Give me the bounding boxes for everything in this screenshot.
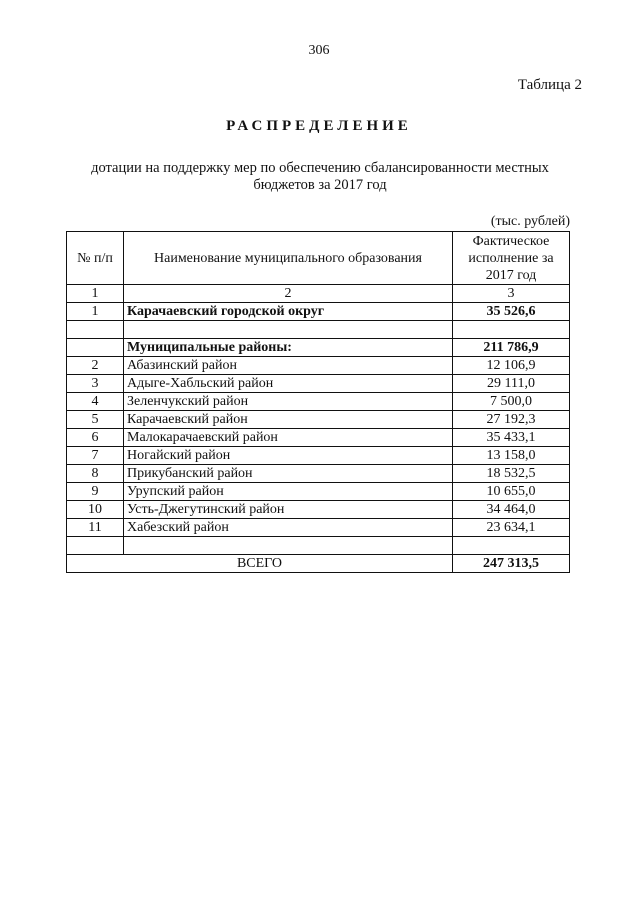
table-row-empty (67, 321, 570, 339)
row-value: 7 500,0 (453, 393, 570, 411)
row-value: 34 464,0 (453, 501, 570, 519)
index-value: 3 (453, 285, 570, 303)
page-number: 306 (308, 43, 330, 58)
row-num: 7 (67, 447, 124, 465)
table-row-empty (67, 537, 570, 555)
city-name: Карачаевский городской округ (124, 303, 453, 321)
row-name: Прикубанский район (124, 465, 453, 483)
header-num: № п/п (67, 232, 124, 285)
units-label: (тыс. рублей) (490, 214, 570, 229)
table-row-city (67, 303, 570, 321)
header-value: Фактическое исполнение за 2017 год (453, 232, 570, 285)
districts-value: 211 786,9 (453, 339, 570, 357)
row-name: Ногайский район (124, 447, 453, 465)
document-subtitle: дотации на поддержку мер по обеспечению сбалансированности местных бюджетов за 2017 год (91, 160, 549, 193)
districts-label: Муниципальные районы: (124, 339, 453, 357)
index-name: 2 (124, 285, 453, 303)
index-num: 1 (67, 285, 124, 303)
row-name: Малокарачаевский район (124, 429, 453, 447)
table-row-total (67, 555, 570, 573)
row-value: 10 655,0 (453, 483, 570, 501)
table-row (67, 357, 570, 375)
table-row (67, 429, 570, 447)
table-row (67, 375, 570, 393)
table-label: Таблица 2 (517, 77, 582, 93)
row-value: 12 106,9 (453, 357, 570, 375)
row-num: 4 (67, 393, 124, 411)
row-value: 13 158,0 (453, 447, 570, 465)
table-row (67, 411, 570, 429)
row-num: 8 (67, 465, 124, 483)
table-row (67, 483, 570, 501)
row-name: Усть-Джегутинский район (124, 501, 453, 519)
table-row (67, 465, 570, 483)
row-name: Адыге-Хабльский район (124, 375, 453, 393)
distribution-table (66, 231, 570, 573)
row-name: Урупский район (124, 483, 453, 501)
row-value: 29 111,0 (453, 375, 570, 393)
total-label: ВСЕГО (67, 555, 453, 573)
row-value: 18 532,5 (453, 465, 570, 483)
row-num: 5 (67, 411, 124, 429)
row-name: Хабезский район (124, 519, 453, 537)
row-num: 11 (67, 519, 124, 537)
table-row (67, 501, 570, 519)
row-num: 2 (67, 357, 124, 375)
table-row (67, 519, 570, 537)
row-name: Абазинский район (124, 357, 453, 375)
row-num: 10 (67, 501, 124, 519)
row-name: Зеленчукский район (124, 393, 453, 411)
city-value: 35 526,6 (453, 303, 570, 321)
document-heading: РАСПРЕДЕЛЕНИЕ (226, 118, 412, 134)
table-row (67, 393, 570, 411)
table-row (67, 447, 570, 465)
total-value: 247 313,5 (453, 555, 570, 573)
table-index-row (67, 285, 570, 303)
city-num: 1 (67, 303, 124, 321)
header-name: Наименование муниципального образования (124, 232, 453, 285)
table-row-districts (67, 339, 570, 357)
row-num: 9 (67, 483, 124, 501)
row-num: 3 (67, 375, 124, 393)
row-value: 35 433,1 (453, 429, 570, 447)
table-header-row (67, 232, 570, 285)
row-value: 27 192,3 (453, 411, 570, 429)
row-name: Карачаевский район (124, 411, 453, 429)
row-value: 23 634,1 (453, 519, 570, 537)
row-num: 6 (67, 429, 124, 447)
